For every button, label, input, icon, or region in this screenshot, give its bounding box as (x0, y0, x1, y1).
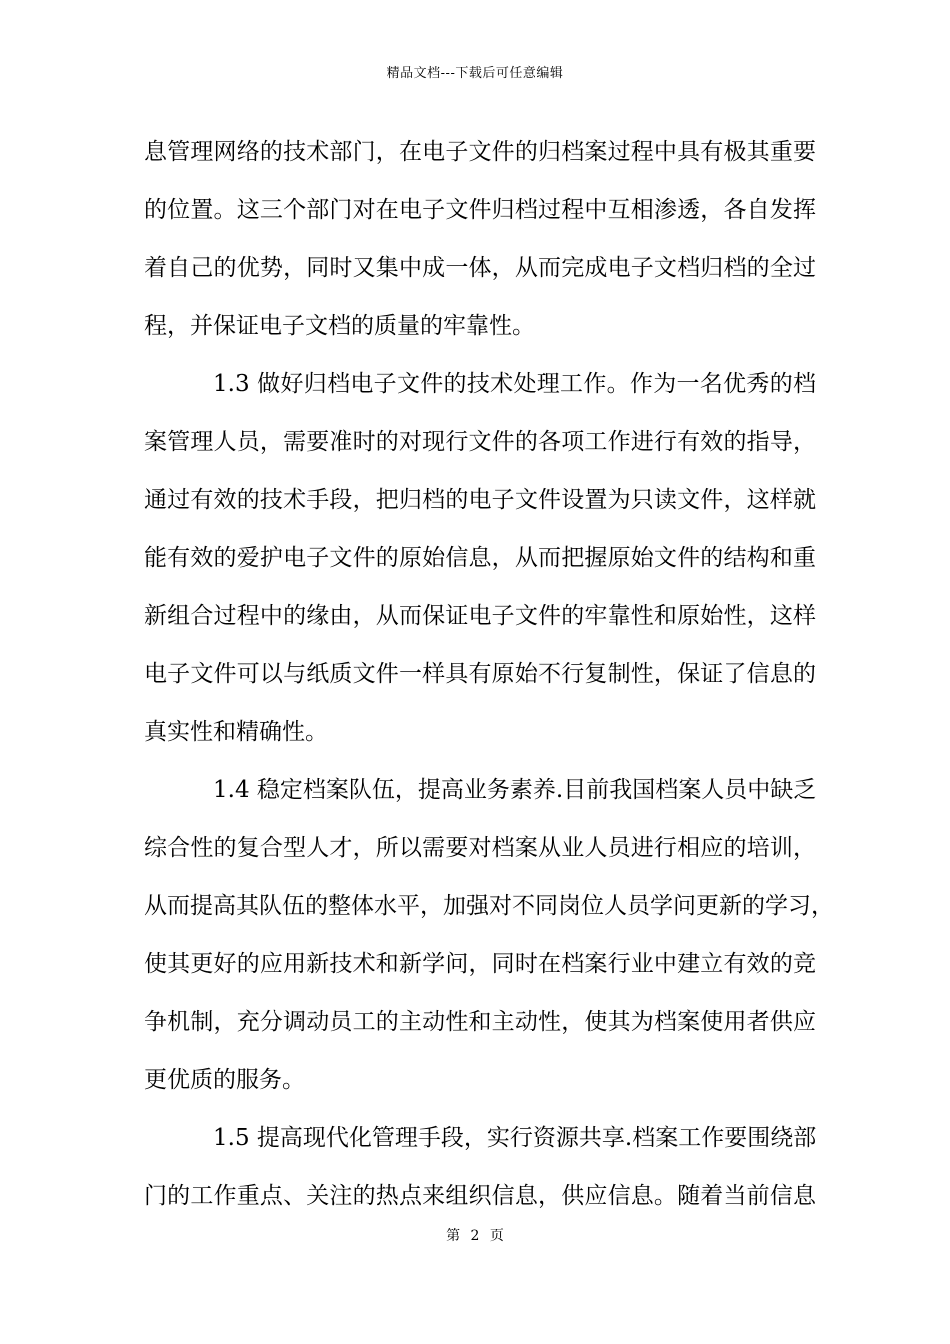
text-line: 着自己的优势，同时又集中成一体，从而完成电子文档归档的全过 (144, 255, 816, 281)
text-line: 息管理网络的技术部门，在电子文件的归档案过程中具有极其重要 (144, 139, 816, 165)
text-line: 程，并保证电子文档的质量的牢靠性。 (144, 313, 535, 339)
document-body (144, 130, 834, 1232)
text-line: 通过有效的技术手段，把归档的电子文件设置为只读文件，这样就 (144, 487, 816, 513)
text-line: 新组合过程中的缘由，从而保证电子文件的牢靠性和原始性，这样 (144, 603, 816, 629)
page-footer (0, 1227, 950, 1245)
page-header (0, 66, 950, 82)
text-line: 1.4 稳定档案队伍，提高业务素养.目前我国档案人员中缺乏 (213, 777, 817, 803)
paragraph-1-4 (144, 768, 834, 1116)
text-line: 电子文件可以与纸质文件一样具有原始不行复制性，保证了信息的 (144, 661, 816, 687)
text-line: 的位置。这三个部门对在电子文件归档过程中互相渗透，各自发挥 (144, 197, 816, 223)
text-line: 争机制，充分调动员工的主动性和主动性，使其为档案使用者供应 (144, 1009, 816, 1035)
text-line: 从而提高其队伍的整体水平，加强对不同岗位人员学问更新的学习， (144, 893, 834, 919)
paragraph-1-5 (144, 1116, 816, 1232)
text-line: 更优质的服务。 (144, 1067, 305, 1093)
page-number-suffix: 页 (489, 1228, 504, 1244)
page-number-prefix: 第 (446, 1228, 461, 1244)
text-line: 1.5 提高现代化管理手段，实行资源共享.档案工作要围绕部 (213, 1125, 817, 1151)
text-line: 综合性的复合型人才，所以需要对档案从业人员进行相应的培训， (144, 835, 816, 861)
text-line: 1.3 做好归档电子文件的技术处理工作。作为一名优秀的档 (213, 371, 816, 397)
text-line: 真实性和精确性。 (144, 719, 328, 745)
header-text: 精品文档---下载后可任意编辑 (386, 66, 564, 81)
paragraph-1 (144, 130, 816, 362)
text-line: 门的工作重点、关注的热点来组织信息，供应信息。随着当前信息 (144, 1183, 816, 1209)
text-line: 案管理人员，需要准时的对现行文件的各项工作进行有效的指导， (144, 429, 816, 455)
paragraph-1-3 (144, 362, 816, 768)
text-line: 能有效的爱护电子文件的原始信息，从而把握原始文件的结构和重 (144, 545, 816, 571)
text-line: 使其更好的应用新技术和新学问，同时在档案行业中建立有效的竞 (144, 951, 816, 977)
page-number: 2 (470, 1228, 480, 1244)
